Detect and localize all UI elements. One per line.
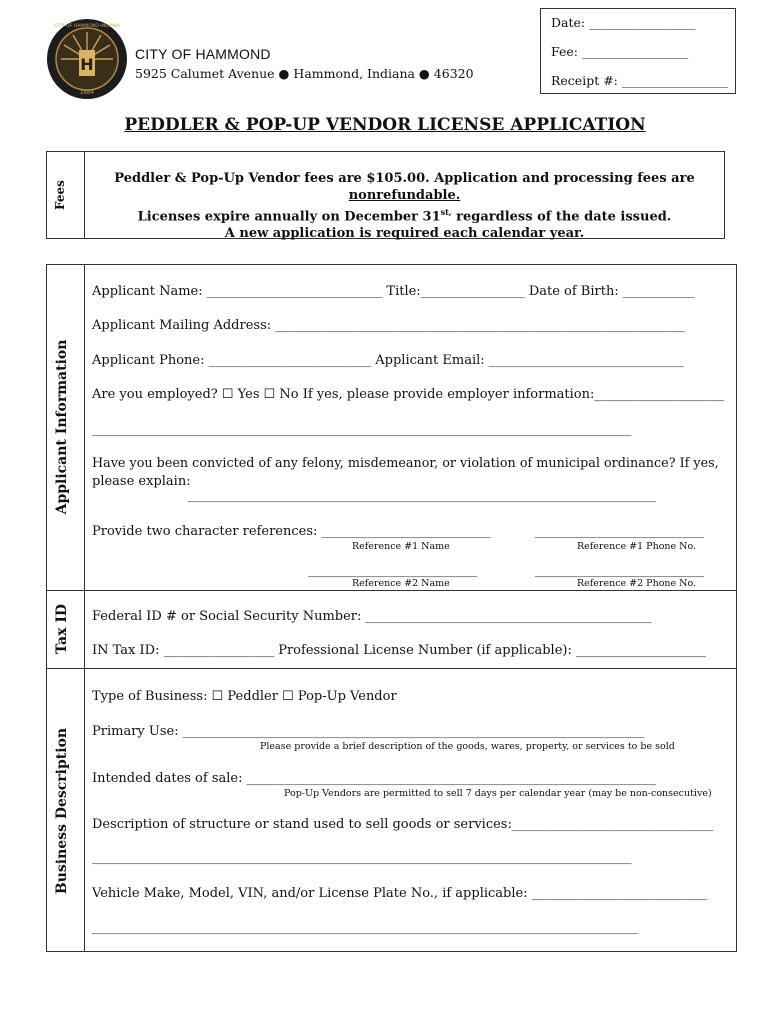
seal-year: 1884 — [80, 90, 94, 96]
city-seal-logo — [46, 18, 128, 100]
fees-label: Fees — [53, 180, 67, 210]
fees-line2: Licenses expire annually on December 31 — [137, 209, 441, 225]
fees-line2-sup: st, — [440, 207, 452, 217]
reference1-name-caption: Reference #1 Name — [352, 541, 450, 552]
reference1-phone-field[interactable]: __________________________ — [535, 524, 704, 539]
vehicle-blank-line[interactable]: ____________________________________________________________________________________ — [92, 920, 638, 935]
fees-line1: Peddler & Pop-Up Vendor fees are $105.00. Application and processing fees are — [114, 171, 695, 186]
fees-line3: A new application is required each calendar year. — [224, 226, 585, 242]
reference2-phone-caption: Reference #2 Phone No. — [577, 578, 697, 589]
office-date-field[interactable]: Date: _________________ — [551, 15, 696, 30]
reference2-name-field[interactable]: __________________________ — [308, 563, 477, 578]
reference1-phone-caption: Reference #1 Phone No. — [577, 541, 697, 552]
business-description-label: Business Description — [54, 727, 70, 895]
office-receipt-field[interactable]: Receipt #: _________________ — [551, 73, 729, 88]
mailing-address-field[interactable]: Applicant Mailing Address: _______________________________________________________________ — [92, 318, 685, 333]
applicant-name-field[interactable]: Applicant Name: ___________________________ Title:________________ Date of Birth: ___________ — [92, 284, 695, 299]
seal-letter: H — [80, 55, 94, 74]
business-type-field[interactable]: Type of Business: ☐ Peddler ☐ Pop-Up Vendor — [92, 689, 397, 704]
office-fee-field[interactable]: Fee: _________________ — [551, 44, 689, 59]
section-divider-tax — [46, 590, 737, 591]
vehicle-info-field[interactable]: Vehicle Make, Model, VIN, and/or License Plate No., if applicable: ___________________________ — [92, 886, 708, 901]
tax-id-label: Tax ID — [54, 603, 70, 655]
federal-id-field[interactable]: Federal ID # or Social Security Number: ____________________________________________ — [92, 609, 652, 624]
office-use-box — [540, 8, 736, 94]
structure-blank-line[interactable]: ___________________________________________________________________________________ — [92, 850, 632, 865]
section-divider-business — [46, 668, 737, 669]
primary-use-caption: Please provide a brief description of the goods, wares, property, or services to be sold — [260, 741, 675, 752]
convicted-question: Have you been convicted of any felony, misdemeanor, or violation of municipal ordinance? If yes, — [92, 456, 719, 471]
phone-email-field[interactable]: Applicant Phone: _________________________ Applicant Email: ______________________________ — [92, 353, 684, 368]
seal-top-text: CITY OF HAMMOND INDIANA — [54, 24, 120, 29]
in-tax-id-field[interactable]: IN Tax ID: _________________ Professional License Number (if applicable): ____________________ — [92, 643, 706, 658]
primary-use-field[interactable]: Primary Use: _______________________________________________________________________ — [92, 724, 645, 739]
fees-divider — [84, 151, 85, 239]
employer-blank-line[interactable]: ___________________________________________________________________________________ — [92, 422, 632, 437]
reference2-phone-field[interactable]: __________________________ — [535, 563, 704, 578]
applicant-info-label: Applicant Information — [54, 339, 70, 515]
fees-text — [86, 170, 723, 242]
city-address: 5925 Calumet Avenue ● Hammond, Indiana ● 46320 — [135, 66, 474, 81]
form-title: PEDDLER & POP-UP VENDOR LICENSE APPLICATION — [124, 115, 646, 135]
city-name: CITY OF HAMMOND — [135, 46, 271, 62]
reference1-name-field[interactable]: Provide two character references: __________________________ — [92, 524, 491, 539]
employed-field[interactable]: Are you employed? ☐ Yes ☐ No If yes, please provide employer information:____________________ — [92, 387, 725, 402]
fees-line2-suffix: regardless of the date issued. — [451, 209, 672, 225]
reference2-name-caption: Reference #2 Name — [352, 578, 450, 589]
dates-of-sale-caption: Pop-Up Vendors are permitted to sell 7 days per calendar year (may be non-consecutive) — [284, 788, 712, 799]
fees-nonrefundable: nonrefundable. — [348, 188, 461, 203]
structure-description-field[interactable]: Description of structure or stand used to sell goods or services:_______________________________ — [92, 817, 714, 832]
label-column-divider — [84, 264, 85, 952]
convicted-question-cont: please explain: — [92, 474, 191, 489]
explain-field[interactable]: ________________________________________________________________________ — [188, 488, 656, 503]
dates-of-sale-field[interactable]: Intended dates of sale: _______________________________________________________________ — [92, 771, 657, 786]
